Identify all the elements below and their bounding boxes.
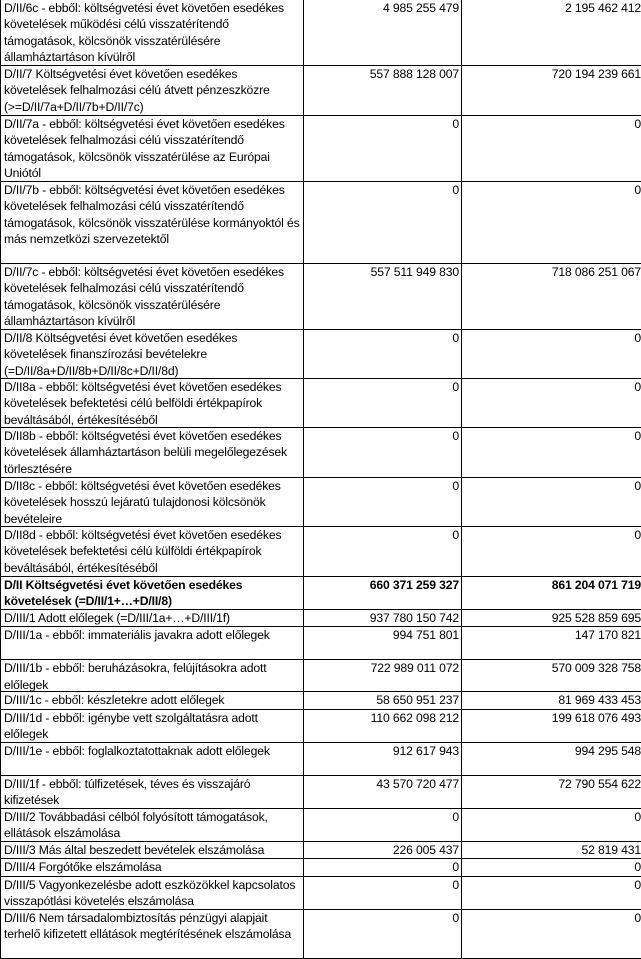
- table-row: [1, 709, 641, 742]
- value-col1: 0: [452, 479, 459, 493]
- value-cell-col1: [304, 379, 462, 428]
- row-label-cell: [1, 379, 304, 428]
- table-row: [1, 116, 641, 182]
- value-col1: 0: [452, 429, 459, 443]
- value-cell-col1: [304, 610, 462, 627]
- value-cell-col2: [462, 808, 641, 841]
- table-row: [1, 264, 641, 330]
- row-label: D/II8d - ebből: költségvetési évet követően esedékes követelések befektetési célú külföldi értékpapírok beváltásából, értékesítéséből: [4, 527, 301, 576]
- row-label-cell: [1, 116, 304, 182]
- value-col2: 0: [634, 479, 641, 493]
- value-cell-col1: [304, 527, 462, 577]
- value-cell-col2: [462, 428, 641, 478]
- table-row: [1, 859, 641, 876]
- value-cell-col2: [462, 660, 641, 692]
- value-col2: 2 195 462 412: [565, 1, 641, 15]
- value-cell-col2: [462, 527, 641, 577]
- table-row: [1, 610, 641, 627]
- table-row: [1, 428, 641, 478]
- value-cell-col2: [462, 692, 641, 709]
- value-cell-col1: [304, 577, 462, 610]
- row-label: D/III/1a - ebből: immateriális javakra adott előlegek: [4, 627, 301, 643]
- value-cell-col2: [462, 182, 641, 264]
- value-col2: 199 618 076 493: [552, 711, 641, 725]
- value-col1: 0: [452, 810, 459, 824]
- value-col2: 0: [634, 183, 641, 197]
- value-cell-col1: [304, 742, 462, 775]
- value-col1: 557 511 949 830: [371, 265, 459, 279]
- value-cell-col1: [304, 627, 462, 660]
- value-col2: 570 009 328 758: [552, 661, 641, 675]
- value-col1: 0: [452, 860, 459, 874]
- value-col1: 722 989 011 072: [371, 661, 459, 675]
- value-cell-col1: [304, 775, 462, 808]
- table-row: [1, 478, 641, 527]
- row-label: D/III/2 Továbbadási célból folyósított támogatások, ellátások elszámolása: [4, 809, 301, 841]
- row-label: D/III/5 Vagyonkezelésbe adott eszközökkel kapcsolatos visszapótlási követelés elszámolása: [4, 877, 301, 909]
- table-row: [1, 0, 641, 66]
- value-cell-col1: [304, 709, 462, 742]
- row-label: D/III/3 Más által beszedett bevételek elszámolása: [4, 842, 301, 857]
- row-label-cell: [1, 627, 304, 660]
- value-col1: 0: [452, 331, 459, 345]
- table-row: [1, 808, 641, 841]
- value-col1: 660 371 259 327: [370, 578, 459, 592]
- table-row: [1, 660, 641, 692]
- value-col2: 0: [634, 810, 641, 824]
- value-col1: 0: [452, 117, 459, 131]
- table-row: [1, 182, 641, 264]
- value-cell-col2: [462, 709, 641, 742]
- value-col1: 0: [452, 528, 459, 542]
- value-cell-col1: [304, 66, 462, 116]
- value-cell-col2: [462, 116, 641, 182]
- table-row: [1, 66, 641, 116]
- row-label-cell: [1, 909, 304, 958]
- value-cell-col2: [462, 909, 641, 958]
- value-cell-col1: [304, 876, 462, 909]
- value-col1: 43 570 720 477: [376, 777, 459, 791]
- value-col1: 58 650 951 237: [376, 693, 459, 707]
- table-row: [1, 330, 641, 379]
- row-label: D/II8a - ebből: költségvetési évet követően esedékes követelések befektetési célú belföldi értékpapírok beváltásából, értékesítéséből: [4, 379, 301, 427]
- value-cell-col1: [304, 182, 462, 264]
- row-label: D/III/1c - ebből: készletekre adott előlegek: [4, 692, 301, 708]
- value-cell-col1: [304, 841, 462, 858]
- table-row: [1, 742, 641, 775]
- row-label-cell: [1, 808, 304, 841]
- row-label-cell: [1, 182, 304, 264]
- row-label: D/II/7c - ebből: költségvetési évet követően esedékes követelések felhalmozási célú visszatérítendő támogatások, kölcsönök visszatérülésére államháztartáson kívülről: [4, 264, 301, 329]
- value-cell-col2: [462, 627, 641, 660]
- value-col2: 861 204 071 719: [552, 578, 641, 592]
- value-cell-col1: [304, 909, 462, 958]
- row-label: D/III/6 Nem társadalombiztosítás pénzügyi alapjait terhelő kifizetett ellátások megtérítésének elszámolása: [4, 910, 301, 943]
- value-col2: 0: [634, 528, 641, 542]
- value-col2: 0: [634, 429, 641, 443]
- value-col1: 0: [452, 380, 459, 394]
- value-col1: 4 985 255 479: [383, 1, 459, 15]
- value-col1: 994 751 801: [393, 628, 459, 642]
- value-col1: 912 617 943: [393, 744, 459, 758]
- row-label: D/III/1b - ebből: beruházásokra, felújításokra adott előlegek: [4, 660, 301, 691]
- row-label-cell: [1, 610, 304, 627]
- row-label: D/II8c - ebből: költségvetési évet követően esedékes követelések hosszú lejáratú tulajdonosi kölcsönök bevételeire: [4, 478, 301, 526]
- row-label-cell: [1, 709, 304, 742]
- table-row: [1, 379, 641, 428]
- value-cell-col1: [304, 264, 462, 330]
- table-row: [1, 692, 641, 709]
- row-label-cell: [1, 66, 304, 116]
- row-label: D/II/7 Költségvetési évet követően esedékes követelések felhalmozási célú átvett pénzeszközre (>=D/II/7a+D/II/7b+D/II/7c): [4, 66, 301, 115]
- value-cell-col2: [462, 66, 641, 116]
- row-label: D/III/1f - ebből: túlfizetések, téves és visszajáró kifizetések: [4, 776, 301, 808]
- value-cell-col2: [462, 379, 641, 428]
- row-label: D/II/7a - ebből: költségvetési évet követően esedékes követelések felhalmozási célú visszatérítendő támogatások, kölcsönök visszatérülése az Európai Uniótól: [4, 116, 301, 181]
- value-col2: 147 170 821: [575, 628, 641, 642]
- value-cell-col2: [462, 876, 641, 909]
- row-label-cell: [1, 742, 304, 775]
- value-cell-col2: [462, 264, 641, 330]
- row-label-cell: [1, 330, 304, 379]
- value-cell-col2: [462, 859, 641, 876]
- row-label: D/II/6c - ebből: költségvetési évet követően esedékes követelések működési célú visszatérítendő támogatások, kölcsönök visszatérülésére államháztartáson kívülről: [4, 0, 301, 65]
- row-label-cell: [1, 660, 304, 692]
- value-col2: 81 969 433 453: [558, 693, 641, 707]
- value-col1: 110 662 098 212: [371, 711, 459, 725]
- table-body: [1, 0, 641, 958]
- row-label: D/II/8 Költségvetési évet követően esedékes követelések finanszírozási bevételekre (=D/II/8a+D/II/8b+D/II/8c+D/II/8d): [4, 330, 301, 378]
- row-label-cell: [1, 859, 304, 876]
- row-label: D/II/7b - ebből: költségvetési évet követően esedékes követelések felhalmozási célú visszatérítendő támogatások, kölcsönök visszatérülése kormányoktól és más nemzetközi szervezetektől: [4, 182, 301, 248]
- row-label-cell: [1, 428, 304, 478]
- value-col2: 994 295 548: [575, 744, 641, 758]
- row-label: D/III/1d - ebből: igénybe vett szolgáltatásra adott előlegek: [4, 710, 301, 742]
- table-row: [1, 876, 641, 909]
- value-col2: 0: [634, 117, 641, 131]
- table-row: [1, 775, 641, 808]
- table-row: [1, 627, 641, 660]
- row-label-cell: [1, 841, 304, 858]
- value-col2: 925 528 859 695: [552, 611, 641, 625]
- row-label-cell: [1, 577, 304, 610]
- row-label: D/II8b - ebből: költségvetési évet követően esedékes követelések államháztartáson belüli megelőlegezések törlesztésére: [4, 428, 301, 477]
- table-row: [1, 577, 641, 610]
- value-cell-col1: [304, 428, 462, 478]
- value-cell-col2: [462, 610, 641, 627]
- value-col1: 0: [452, 183, 459, 197]
- table-row: [1, 909, 641, 958]
- value-col1: 557 888 128 007: [370, 67, 459, 81]
- value-cell-col1: [304, 692, 462, 709]
- value-cell-col2: [462, 0, 641, 66]
- value-col1: 0: [452, 911, 459, 925]
- row-label-cell: [1, 527, 304, 577]
- value-col1: 0: [452, 878, 459, 892]
- value-cell-col1: [304, 859, 462, 876]
- value-col2: 72 790 554 622: [558, 777, 641, 791]
- table-row: [1, 841, 641, 858]
- value-col2: 0: [634, 878, 641, 892]
- value-cell-col1: [304, 0, 462, 66]
- value-cell-col2: [462, 742, 641, 775]
- value-cell-col1: [304, 116, 462, 182]
- row-label: D/II Költségvetési évet követően esedékes követelések (=D/II/1+…+D/II/8): [4, 577, 301, 609]
- row-label: D/III/1 Adott előlegek (=D/III/1a+…+D/III/1f): [4, 610, 301, 626]
- value-cell-col1: [304, 330, 462, 379]
- value-cell-col1: [304, 808, 462, 841]
- value-col2: 0: [634, 380, 641, 394]
- row-label-cell: [1, 775, 304, 808]
- row-label: D/III/4 Forgótőke elszámolása: [4, 859, 301, 875]
- value-col1: 937 780 150 742: [370, 611, 459, 625]
- table-row: [1, 527, 641, 577]
- row-label-cell: [1, 692, 304, 709]
- value-cell-col2: [462, 330, 641, 379]
- value-col2: 0: [634, 860, 641, 874]
- value-cell-col2: [462, 775, 641, 808]
- value-col2: 720 194 239 661: [552, 67, 641, 81]
- row-label-cell: [1, 0, 304, 66]
- value-cell-col1: [304, 478, 462, 527]
- row-label-cell: [1, 876, 304, 909]
- value-cell-col1: [304, 660, 462, 692]
- value-col2: 0: [634, 911, 641, 925]
- value-col2: 718 086 251 067: [552, 265, 641, 279]
- value-col1: 226 005 437: [393, 843, 459, 857]
- value-col2: 0: [634, 331, 641, 345]
- row-label-cell: [1, 478, 304, 527]
- row-label-cell: [1, 264, 304, 330]
- value-col2: 52 819 431: [582, 843, 641, 857]
- row-label: D/III/1e - ebből: foglalkoztatottaknak adott előlegek: [4, 743, 301, 759]
- value-cell-col2: [462, 577, 641, 610]
- value-cell-col2: [462, 841, 641, 858]
- value-cell-col2: [462, 478, 641, 527]
